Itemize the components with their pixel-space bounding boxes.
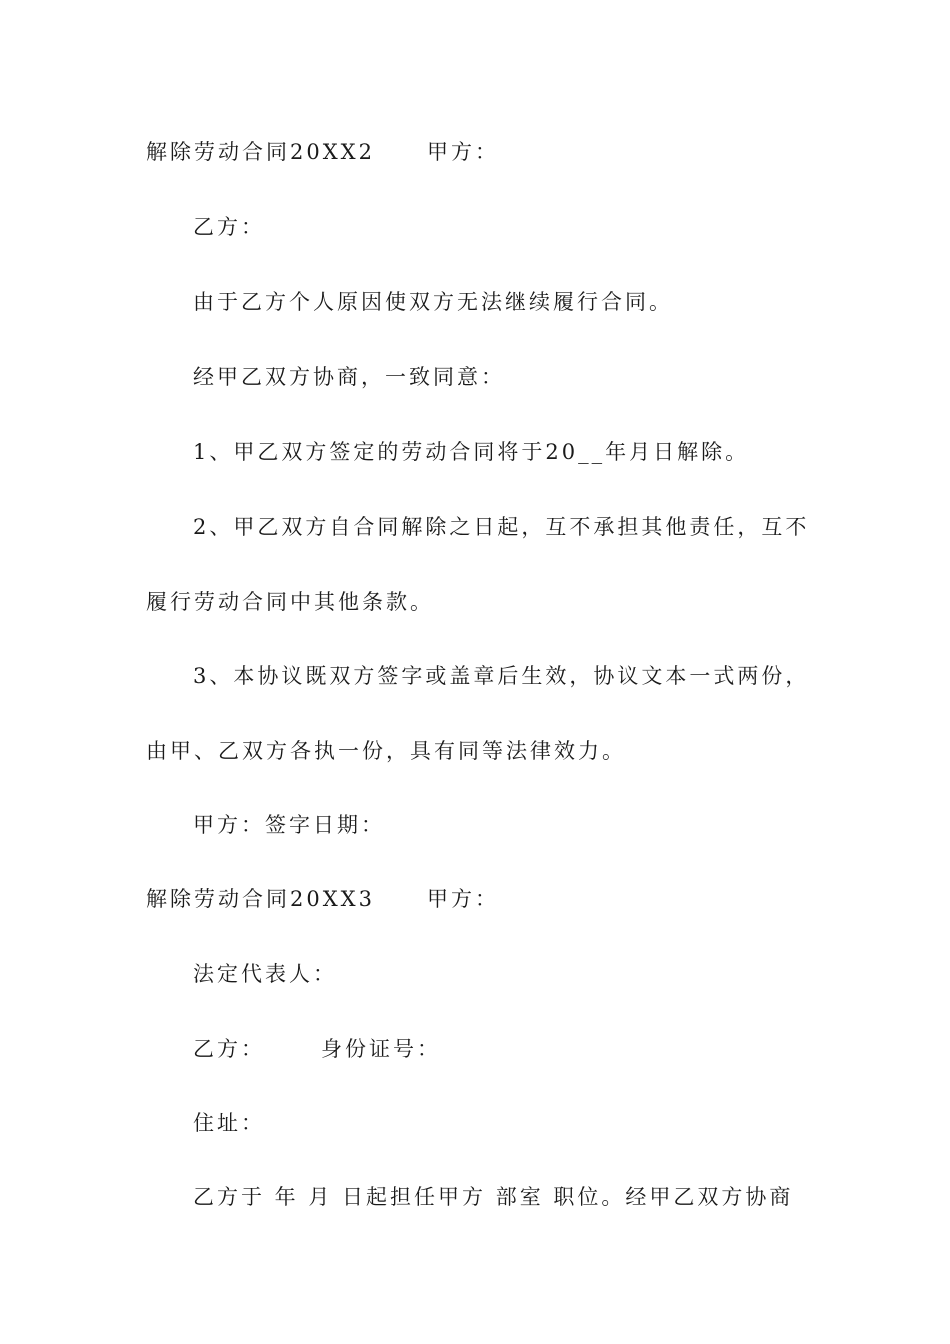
section2-heading-line <box>146 137 816 167</box>
section2-clause-2-line-1: 2、甲乙双方自合同解除之日起，互不承担其他责任，互不 <box>193 515 810 539</box>
section2-party-b: 乙方： <box>193 215 265 239</box>
section3-employment: 乙方于 年 月 日起担任甲方 部室 职位。经甲乙双方协商 <box>193 1185 794 1209</box>
section2-reason: 由于乙方个人原因使双方无法继续履行合同。 <box>193 290 673 314</box>
section3-party-b-line <box>193 1034 863 1064</box>
section2-heading: 解除劳动合同20XX2 <box>146 140 375 164</box>
section2-clause-1: 1、甲乙双方签定的劳动合同将于20__年月日解除。 <box>193 440 750 464</box>
section3-party-a-label: 甲方： <box>426 887 499 911</box>
section3-id-number: 身份证号： <box>321 1037 441 1061</box>
section2-agreement: 经甲乙双方协商，一致同意： <box>193 365 505 389</box>
section3-address: 住址： <box>193 1111 265 1135</box>
section2-party-a-label: 甲方： <box>426 140 499 164</box>
section3-heading-line <box>146 884 816 914</box>
section2-signature: 甲方：签字日期： <box>193 813 385 837</box>
section2-clause-3-line-1: 3、本协议既双方签字或盖章后生效，协议文本一式两份， <box>193 664 810 688</box>
section3-party-b: 乙方： <box>193 1037 265 1061</box>
section3-heading: 解除劳动合同20XX3 <box>146 887 375 911</box>
section3-legal-rep: 法定代表人： <box>193 962 337 986</box>
section2-clause-3-line-2: 由甲、乙双方各执一份，具有同等法律效力。 <box>146 739 626 763</box>
section2-clause-2-line-2: 履行劳动合同中其他条款。 <box>146 590 434 614</box>
